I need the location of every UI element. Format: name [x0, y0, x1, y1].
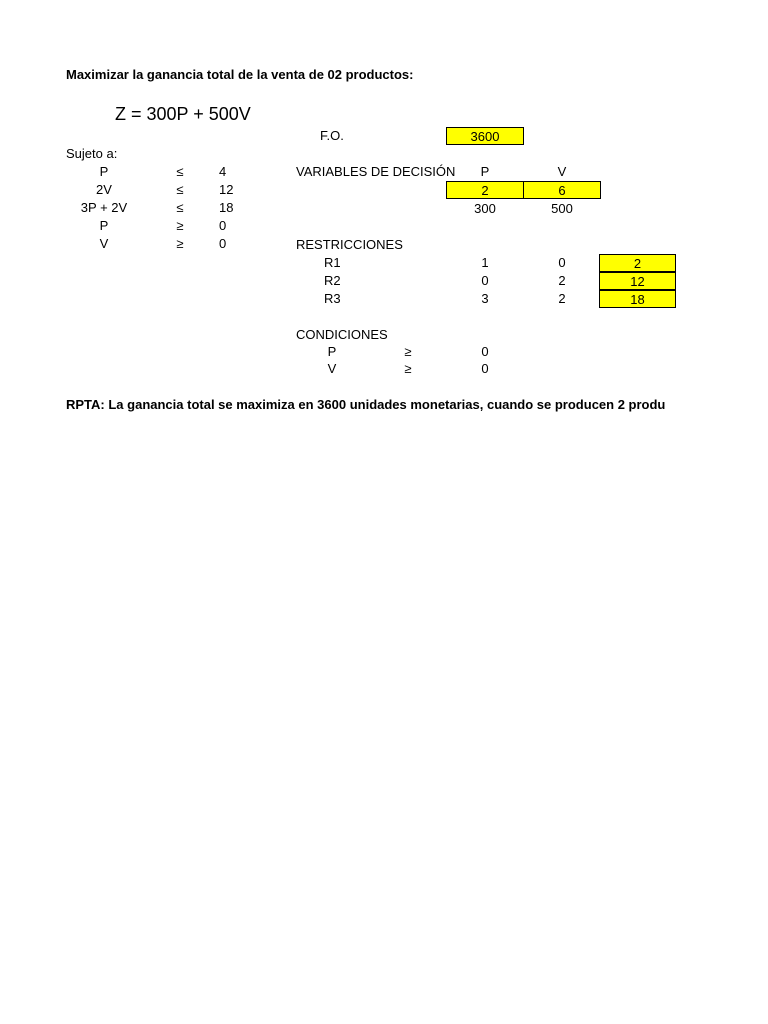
condition-val: 0	[481, 344, 489, 359]
condition-val: 0	[481, 361, 489, 376]
variable-value-v[interactable]: 6	[523, 181, 601, 199]
constraint-op: ≤	[176, 182, 184, 197]
page-title: Maximizar la ganancia total de la venta de 02 productos:	[66, 67, 414, 82]
condiciones-label: CONDICIONES	[296, 327, 388, 342]
coefficient-v: 500	[551, 201, 573, 216]
fo-label: F.O.	[320, 128, 344, 143]
condition-op: ≥	[404, 344, 412, 359]
constraint-op: ≥	[176, 218, 184, 233]
restriction-coef-p: 1	[481, 255, 489, 270]
restriction-result-cell[interactable]: 18	[599, 290, 676, 308]
constraint-lhs: V	[99, 236, 109, 251]
constraint-lhs: P	[99, 164, 109, 179]
restriction-name: R3	[324, 291, 341, 306]
constraint-rhs: 12	[219, 182, 234, 197]
restriction-coef-v: 0	[558, 255, 566, 270]
variable-value-p[interactable]: 2	[446, 181, 524, 199]
constraint-lhs: 3P + 2V	[80, 200, 128, 215]
objective-formula: Z = 300P + 500V	[115, 104, 251, 124]
restricciones-label: RESTRICCIONES	[296, 237, 403, 252]
variable-header-p: P	[480, 164, 490, 179]
constraint-rhs: 18	[219, 200, 234, 215]
restriction-result-cell[interactable]: 2	[599, 254, 676, 272]
fo-value-cell[interactable]: 3600	[446, 127, 524, 145]
constraint-lhs: P	[99, 218, 109, 233]
answer-text: RPTA: La ganancia total se maximiza en 3600 unidades monetarias, cuando se producen 2 produ	[66, 397, 666, 412]
constraint-rhs: 4	[219, 164, 227, 179]
constraint-op: ≤	[176, 164, 184, 179]
constraint-lhs: 2V	[96, 182, 112, 197]
constraint-op: ≤	[176, 200, 184, 215]
restriction-coef-v: 2	[558, 291, 566, 306]
condition-var: V	[327, 361, 337, 376]
condition-op: ≥	[404, 361, 412, 376]
variable-header-v: V	[557, 164, 567, 179]
sujeto-label: Sujeto a:	[66, 146, 118, 161]
constraint-rhs: 0	[219, 236, 227, 251]
restriction-coef-v: 2	[558, 273, 566, 288]
restriction-result-cell[interactable]: 12	[599, 272, 676, 290]
variables-label: VARIABLES DE DECISIÓN	[296, 164, 456, 179]
restriction-coef-p: 3	[481, 291, 489, 306]
restriction-name: R1	[324, 255, 341, 270]
restriction-coef-p: 0	[481, 273, 489, 288]
constraint-op: ≥	[176, 236, 184, 251]
restriction-name: R2	[324, 273, 341, 288]
coefficient-p: 300	[474, 201, 496, 216]
condition-var: P	[327, 344, 337, 359]
constraint-rhs: 0	[219, 218, 227, 233]
